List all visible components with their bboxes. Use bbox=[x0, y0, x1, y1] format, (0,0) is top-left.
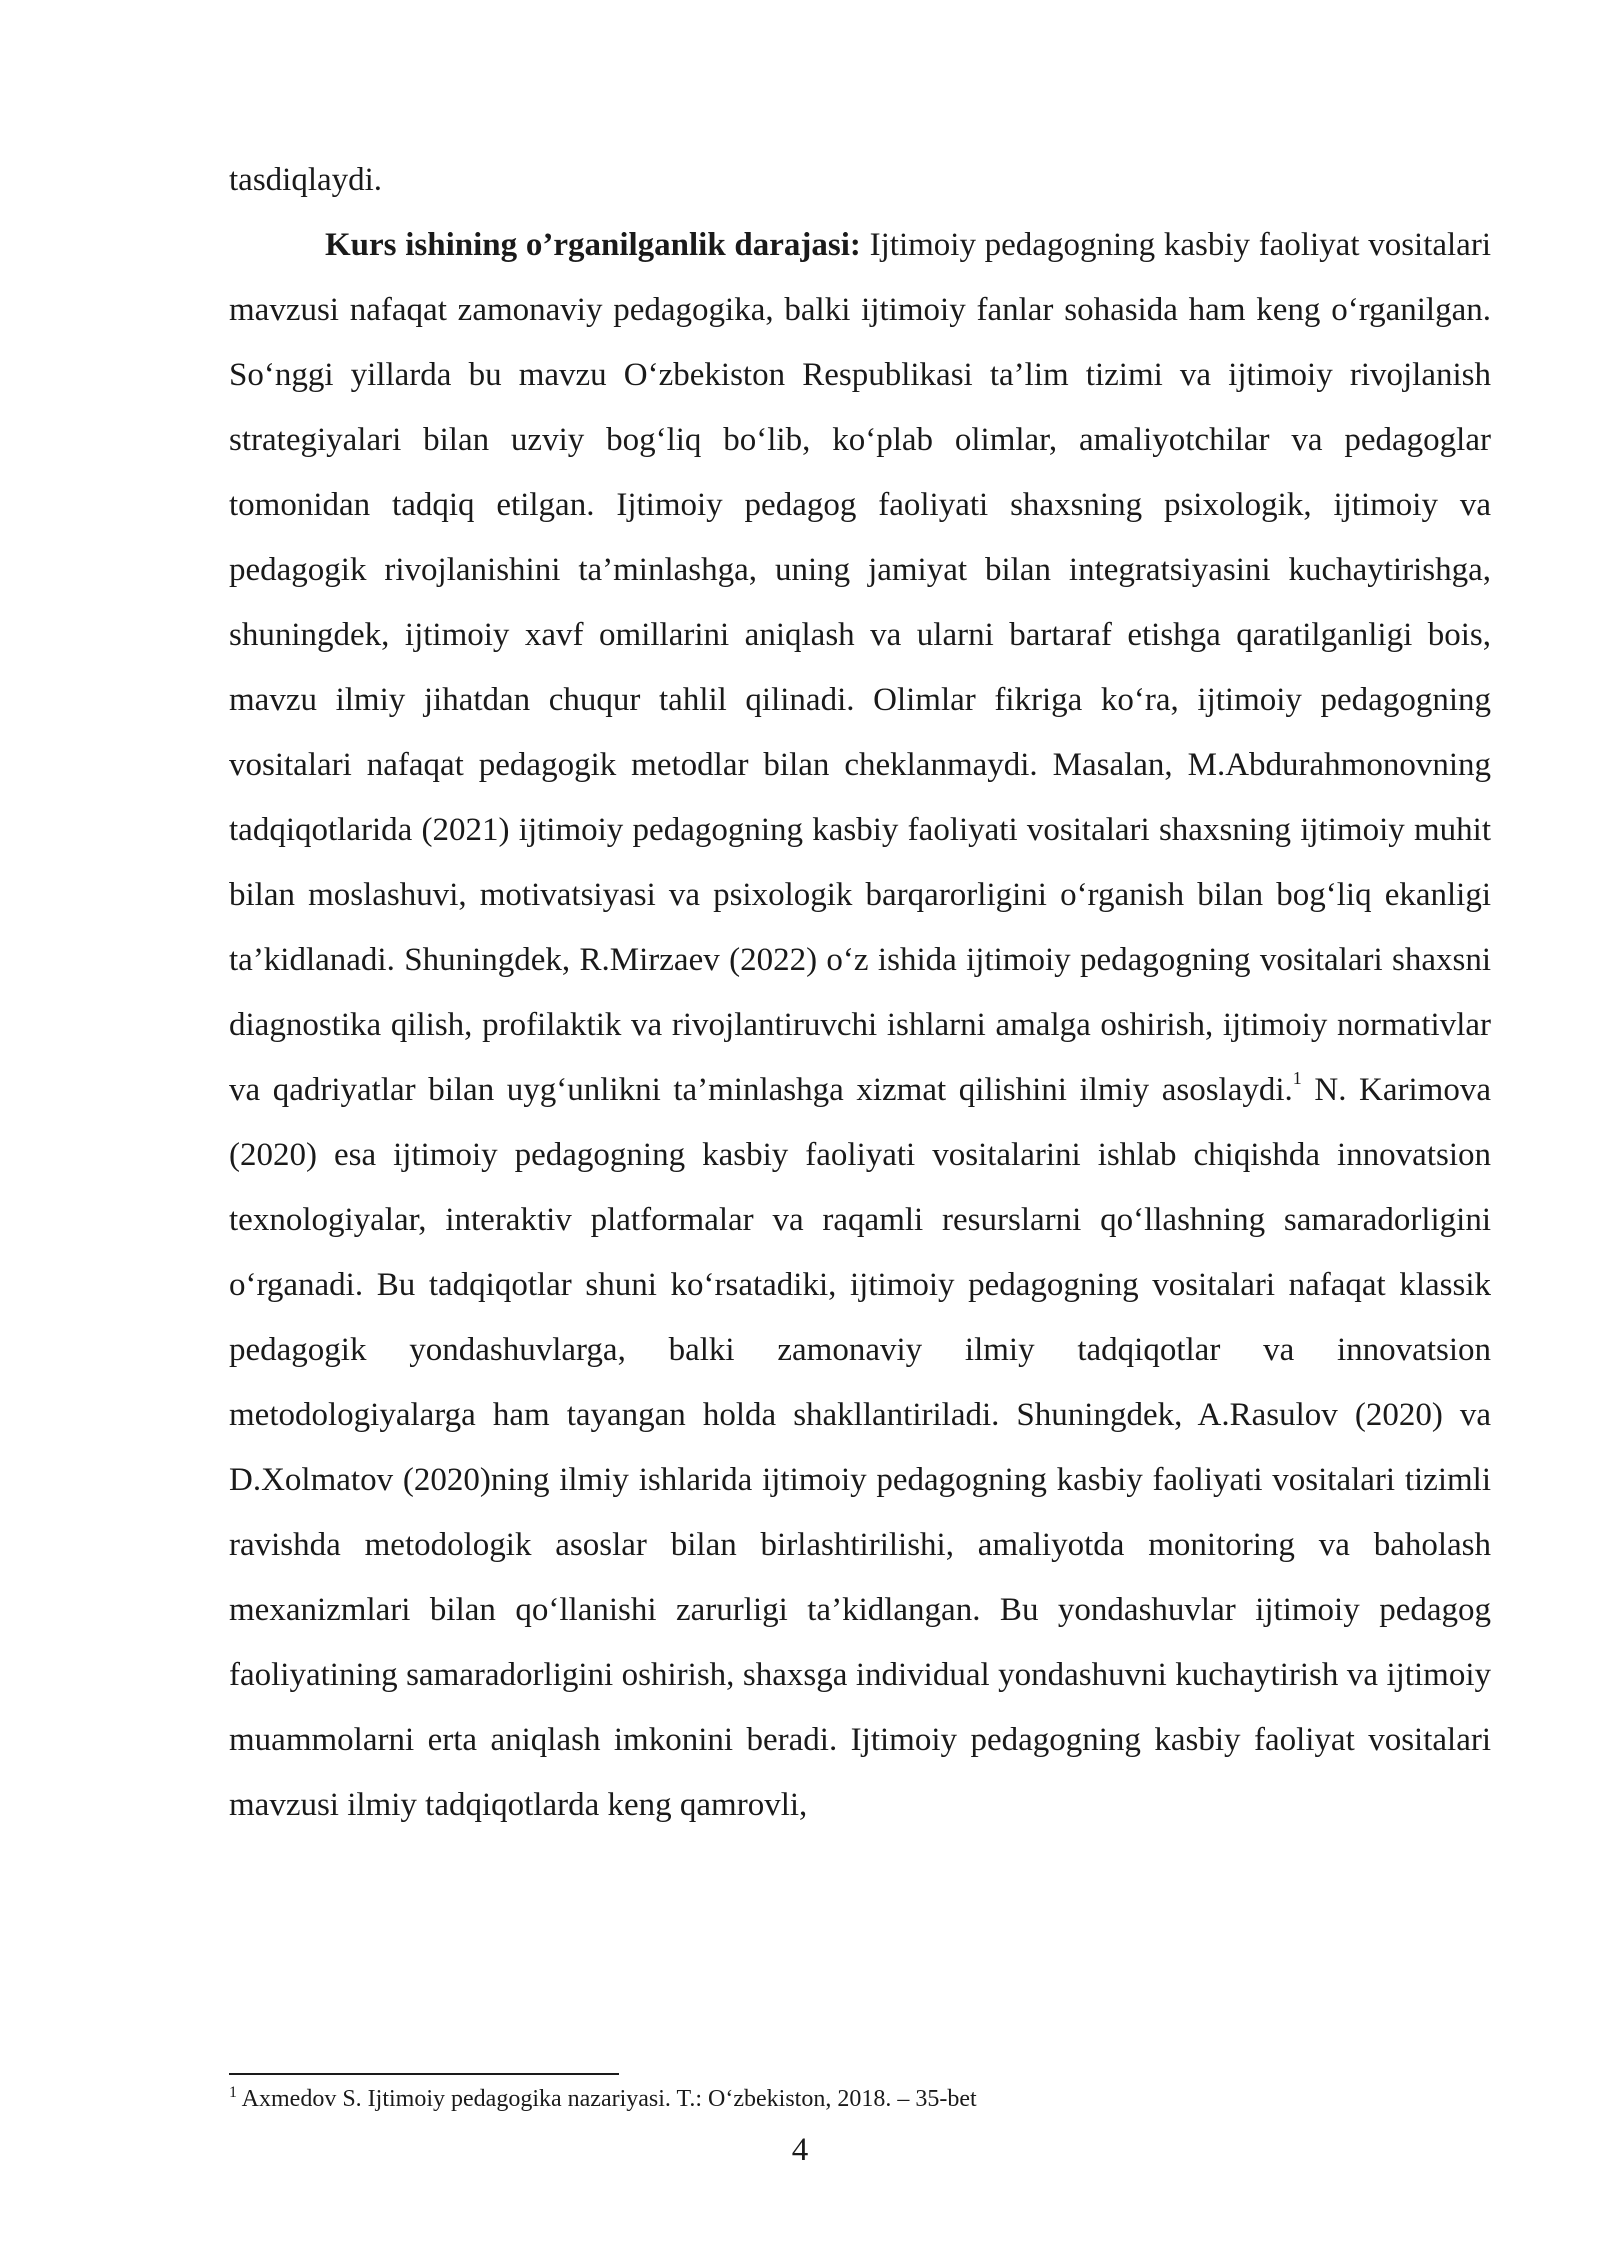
footnote bbox=[229, 2082, 1491, 2116]
page-number: 4 bbox=[791, 2132, 809, 2168]
footnote-text: Axmedov S. Ijtimoiy pedagogika nazariyasi. T.: Oʻzbekiston, 2018. – 35-bet bbox=[237, 2086, 977, 2112]
continuation-line: tasdiqlaydi. bbox=[229, 162, 383, 198]
body-text bbox=[229, 148, 1491, 1838]
footnote-marker: 1 bbox=[229, 2084, 237, 2101]
section-paragraph bbox=[229, 213, 1491, 1838]
paragraph-text-part1: Ijtimoiy pedagogning kasbiy faoliyat vositalari mavzusi nafaqat zamonaviy pedagogika, balki ijtimoiy fanlar sohasida ham keng oʻrganilgan. Soʻnggi yillarda bu mavzu Oʻzbekiston Respublikasi ta’lim tizimi va ijtimoiy rivojlanish strategiyalari bilan uzviy bogʻliq boʻlib, koʻplab olimlar, amaliyotchilar va pedagoglar tomonidan tadqiq etilgan. Ijtimoiy pedagog faoliyati shaxsning psixologik, ijtimoiy va pedagogik rivojlanishini ta’minlashga, uning jamiyat bilan integratsiyasini kuchaytirishga, shuningdek, ijtimoiy xavf omillarini aniqlash va ularni bartaraf etishga qaratilganligi bois, mavzu ilmiy jihatdan chuqur tahlil qilinadi. Olimlar fikriga koʻra, ijtimoiy pedagogning vositalari nafaqat pedagogik metodlar bilan cheklanmaydi. Masalan, M.Abdurahmonovning tadqiqotlarida (2021) ijtimoiy pedagogning kasbiy faoliyati vositalari shaxsning ijtimoiy muhit bilan moslashuvi, motivatsiyasi va psixologik barqarorligini oʻrganish bilan bogʻliq ekanligi ta’kidlanadi. Shuningdek, R.Mirzaev (2022) oʻz ishida ijtimoiy pedagogning vositalari shaxsni diagnostika qilish, profilaktik va rivojlantiruvchi ishlarni amalga oshirish, ijtimoiy normativlar va qadriyatlar bilan uygʻunlikni ta’minlashga xizmat qilishini ilmiy asoslaydi. bbox=[229, 227, 1491, 1108]
footnote-reference[interactable]: 1 bbox=[1292, 1068, 1302, 1088]
section-heading: Kurs ishining o’rganilganlik darajasi: bbox=[325, 227, 861, 263]
paragraph-text-part2: N. Karimova (2020) esa ijtimoiy pedagogning kasbiy faoliyati vositalarini ishlab chiqishda innovatsion texnologiyalar, interaktiv platformalar va raqamli resurslarni qoʻllashning samaradorligini oʻrganadi. Bu tadqiqotlar shuni koʻrsatadiki, ijtimoiy pedagogning vositalari nafaqat klassik pedagogik yondashuvlarga, balki zamonaviy ilmiy tadqiqotlar va innovatsion metodologiyalarga ham tayangan holda shakllantiriladi. Shuningdek, A.Rasulov (2020) va D.Xolmatov (2020)ning ilmiy ishlarida ijtimoiy pedagogning kasbiy faoliyati vositalari tizimli ravishda metodologik asoslar bilan birlashtirilishi, amaliyotda monitoring va baholash mexanizmlari bilan qoʻllanishi zarurligi ta’kidlangan. Bu yondashuvlar ijtimoiy pedagog faoliyatining samaradorligini oshirish, shaxsga individual yondashuvni kuchaytirish va ijtimoiy muammolarni erta aniqlash imkonini beradi. Ijtimoiy pedagogning kasbiy faoliyat vositalari mavzusi ilmiy tadqiqotlarda keng qamrovli, bbox=[229, 1072, 1491, 1823]
footnote-separator bbox=[229, 2073, 619, 2075]
